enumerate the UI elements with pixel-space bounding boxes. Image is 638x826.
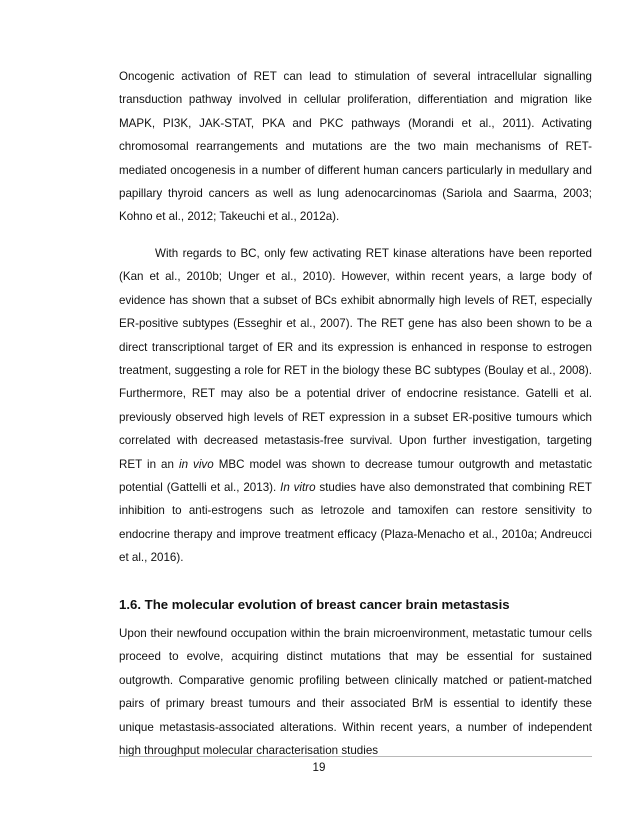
body-paragraph-brm-evolution: Upon their newfound occupation within the brain microenvironment, metastatic tumour cells proceed to evolve, acquiring distinct mutations that may be essential for sustained outgrowth. Comparative genomic profiling between clinically matched or patient-matched pairs of primary breast tumours and their associated BrM is essential to identify these unique metastasis-associated alterations. Within recent years, a number of independent high throughput molecular characterisation studies xyxy=(119,627,592,758)
body-paragraph-ret-activation: Oncogenic activation of RET can lead to stimulation of several intracellular signalling transduction pathway involved in cellular proliferation, differentiation and migration like MAPK, PI3K, JAK-STAT, PKA and PKC pathways (Morandi et al., 2011). Activating chromosomal rearrangements and mutations are the two main mechanisms of RET-mediated oncogenesis in a number of different human cancers particularly in medullary and papillary thyroid cancers as well as lung adenocarcinomas (Sariola and Saarma, 2003; Kohno et al., 2012; Takeuchi et al., 2012a). xyxy=(119,70,592,224)
paragraph-text: With regards to BC, only few activating RET kinase alterations have been reported (Kan et al., 2010b; Unger et al., 2010). However, within recent years, a large body of evidence has shown that a subset of BCs exhibit abnormally high levels of RET, especially ER-positive subtypes (Esseghir et al., 2007). The RET gene has also been shown to be a direct transcriptional target of ER and its expression is enhanced in response to estrogen treatment, suggesting a role for RET in the biology these BC subtypes (Boulay et al., 2008). Furthermore, RET may also be a potential driver of endocrine resistance. Gatelli et al. previously observed high levels of RET expression in a subset ER-positive tumours which correlated with decreased metastasis-free survival. Upon further investigation, targeting RET in an xyxy=(119,247,592,471)
page-number: 19 xyxy=(312,761,326,774)
italic-term: In vitro xyxy=(280,481,316,495)
italic-term: in vivo xyxy=(179,457,214,471)
body-paragraph-ret-breast-cancer xyxy=(119,242,592,570)
footer-divider xyxy=(119,756,592,757)
paragraph-text: studies have also demonstrated that combining RET inhibition to anti-estrogens such as letrozole and tamoxifen can restore sensitivity to endocrine therapy and improve treatment efficacy (Plaza-Menacho et al., 2010a; Andreucci et al., 2016). xyxy=(119,481,592,565)
paragraph-text: MBC model was shown to decrease tumour outgrowth and metastatic potential (Gattelli et al., 2013). xyxy=(119,457,592,495)
section-heading: 1.6. The molecular evolution of breast cancer brain metastasis xyxy=(119,597,510,612)
